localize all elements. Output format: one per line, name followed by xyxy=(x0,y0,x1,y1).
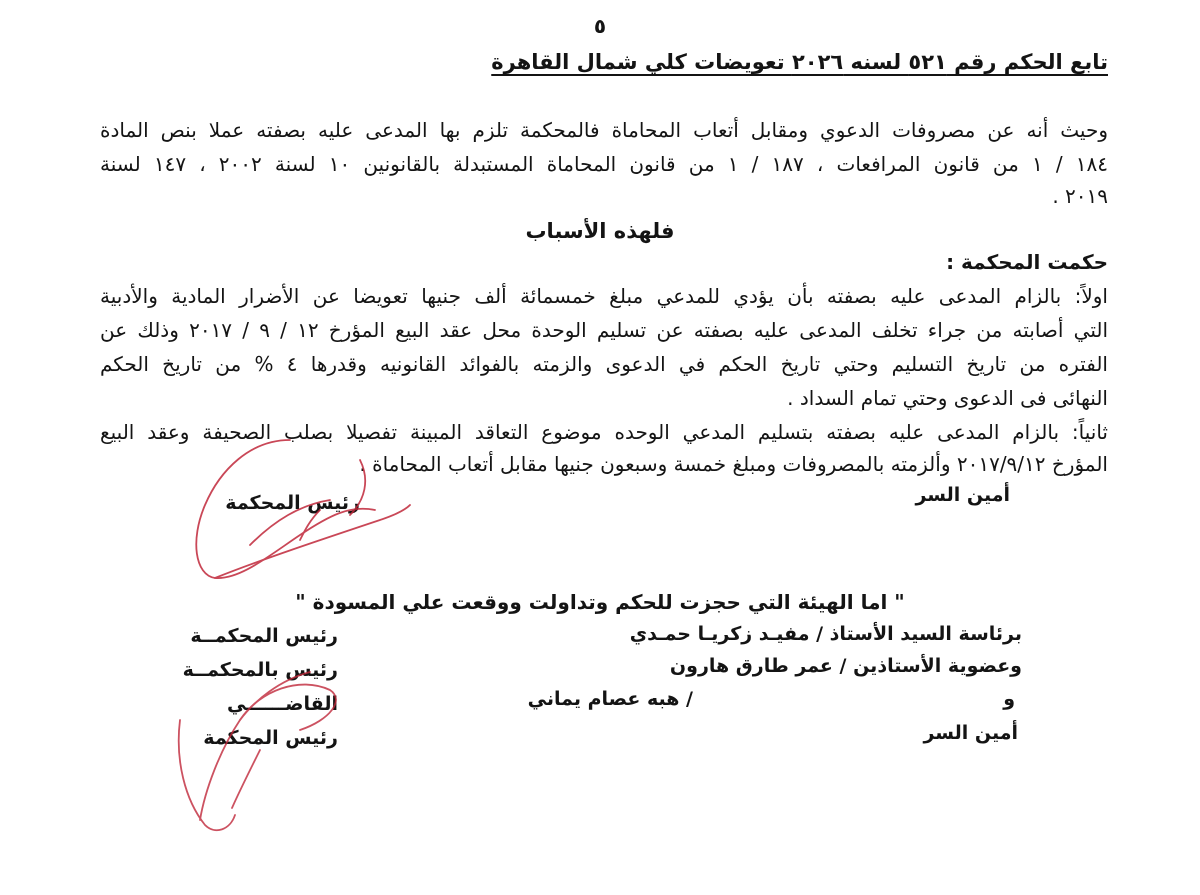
costs-line-2: ١٨٤ / ١ من قانون المرافعات ، ١٨٧ / ١ من قانون المحاماة المستبدلة بالقانونين ١٠ لسنة ٢٠٠٢ ، ١٤٧ لسنة xyxy=(100,152,1108,176)
clerk-signature-label: أمين السر xyxy=(915,484,1010,506)
panel-heading: " اما الهيئة التي حجزت للحكم وتداولت ووقعت علي المسودة " xyxy=(295,590,905,614)
ruling-header: تابع الحكم رقم ٥٢١ لسنه ٢٠٢٦ تعويضات كلي شمال القاهرة xyxy=(491,50,1108,74)
ruling-second-line-2: المؤرخ ٢٠١٧/٩/١٢ وألزمته بالمصروفات ومبلغ خمسة وسبعون جنيها مقابل أتعاب المحاماة . xyxy=(359,452,1108,476)
panel-president-line: برئاسة السيد الأستاذ / مفيـد زكريـا حمـدي xyxy=(629,623,1022,645)
president-signature-label: رئيس المحكمة xyxy=(225,492,360,514)
panel-member-line: وعضوية الأستاذين / عمر طارق هارون xyxy=(669,655,1022,677)
ruling-heading: حكمت المحكمة : xyxy=(946,250,1108,274)
ruling-first-line-3: الفتره من تاريخ التسليم وحتي تاريخ الحكم في الدعوى والزمته بالفوائد القانونيه وقدرها ٤ % من تاريخ الحكم xyxy=(100,352,1108,376)
panel-clerk-line: أمين السر xyxy=(923,722,1018,744)
reasons-heading: فلهذه الأسباب xyxy=(525,219,675,243)
costs-line-1: وحيث أنه عن مصروفات الدعوي ومقابل أتعاب المحاماة فالمحكمة تلزم بها المدعى عليه بصفته عملا بنص المادة xyxy=(100,118,1108,142)
ruling-first-line-4: النهائى فى الدعوى وحتي تمام السداد . xyxy=(787,386,1108,410)
ruling-first-line-2: التي أصابته من جراء تخلف المدعى عليه بصفته عن تسليم الوحدة محل عقد البيع المؤرخ ١٢ / ٩ / ٢٠١٧ وذلك عن xyxy=(100,318,1109,342)
panel-and-connector: و xyxy=(1003,688,1015,710)
panel-sig-judge: القاضــــــي xyxy=(226,693,338,715)
panel-sig-president-2: رئيس المحكمة xyxy=(203,727,338,749)
costs-line-3: ٢٠١٩ . xyxy=(1052,184,1108,208)
panel-sig-chamber-head: رئيس بالمحكمــة xyxy=(182,659,338,681)
page-number: ٥ xyxy=(593,14,607,38)
ruling-first-line-1: اولاً: بالزام المدعى عليه بصفته بأن يؤدي للمدعي مبلغ خمسمائة ألف جنيها تعويضا عن الأضرار المادية والأدبية xyxy=(100,284,1108,308)
ruling-second-line-1: ثانياً: بالزام المدعى عليه بصفته بتسليم المدعي الوحده موضوع التعاقد المبينة تفصيلا بصلب الصحيفة وعقد البيع xyxy=(100,420,1108,444)
panel-sig-president: رئيس المحكمــة xyxy=(190,625,338,647)
panel-second-member: / هبه عصام يماني xyxy=(527,688,693,710)
